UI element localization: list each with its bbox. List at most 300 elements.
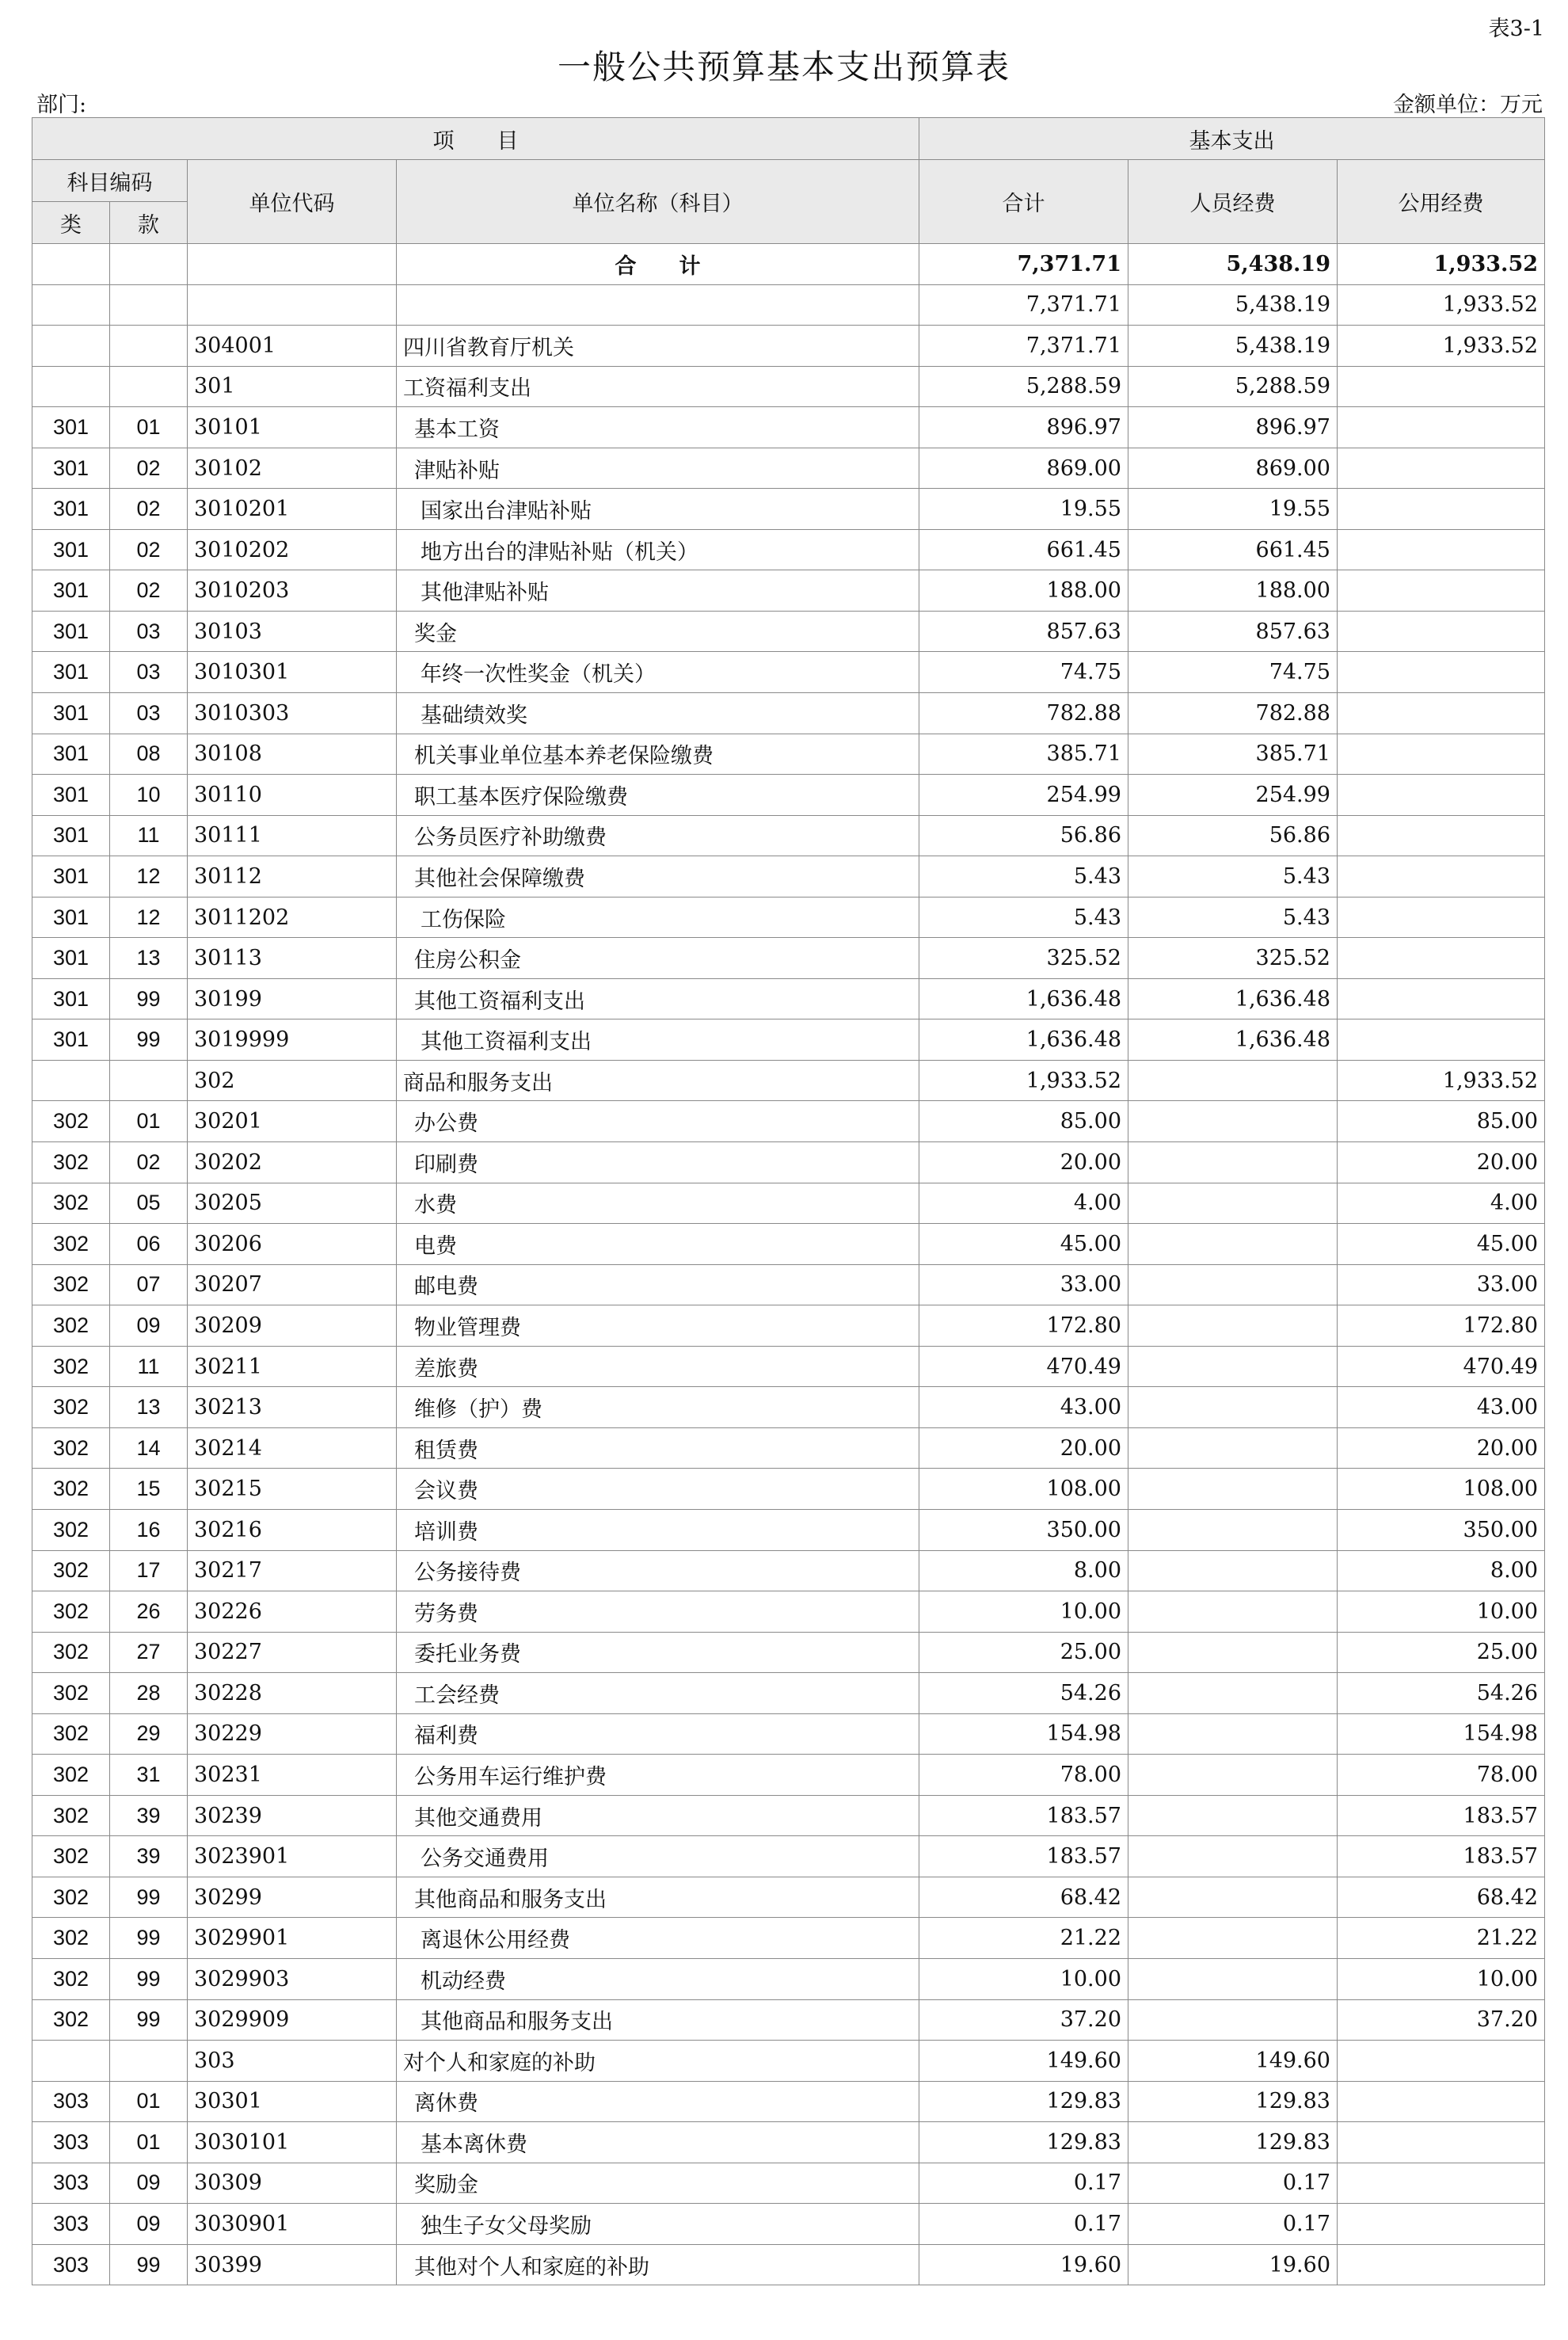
header-row-top <box>32 118 1545 160</box>
cell-lei: 302 <box>32 1224 110 1265</box>
cell-lei: 301 <box>32 570 110 612</box>
cell-personnel: 325.52 <box>1128 938 1338 979</box>
cell-public <box>1338 570 1545 612</box>
cell-kuan <box>110 284 188 326</box>
cell-unit-code: 3029903 <box>188 1958 397 1999</box>
cell-total: 0.17 <box>919 2204 1128 2245</box>
cell-unit-code: 30229 <box>188 1713 397 1755</box>
cell-personnel: 661.45 <box>1128 529 1338 570</box>
cell-unit-code: 3029909 <box>188 1999 397 2041</box>
cell-unit-code: 30111 <box>188 815 397 856</box>
cell-unit-code: 30227 <box>188 1632 397 1673</box>
cell-kuan: 02 <box>110 1142 188 1183</box>
cell-total: 21.22 <box>919 1918 1128 1959</box>
cell-unit-name: 其他津贴补贴 <box>397 570 919 612</box>
cell-personnel: 5,438.19 <box>1128 326 1338 367</box>
table-row <box>32 1224 1545 1265</box>
cell-lei: 303 <box>32 2204 110 2245</box>
cell-total: 154.98 <box>919 1713 1128 1755</box>
cell-unit-code: 30215 <box>188 1469 397 1510</box>
cell-public <box>1338 815 1545 856</box>
cell-lei: 303 <box>32 2163 110 2204</box>
cell-unit-name: 工会经费 <box>397 1673 919 1714</box>
cell-unit-name: 年终一次性奖金（机关） <box>397 652 919 693</box>
cell-public: 172.80 <box>1338 1305 1545 1347</box>
table-row <box>32 2204 1545 2245</box>
cell-unit-name: 地方出台的津贴补贴（机关） <box>397 529 919 570</box>
cell-total: 8.00 <box>919 1550 1128 1591</box>
cell-lei: 302 <box>32 1469 110 1510</box>
cell-personnel: 19.60 <box>1128 2244 1338 2285</box>
cell-total: 0.17 <box>919 2163 1128 2204</box>
cell-unit-name: 其他工资福利支出 <box>397 978 919 1019</box>
cell-total: 254.99 <box>919 775 1128 816</box>
table-row <box>32 1101 1545 1142</box>
table-row <box>32 448 1545 489</box>
header-project: 项 目 <box>32 118 919 160</box>
table-row <box>32 326 1545 367</box>
cell-total: 661.45 <box>919 529 1128 570</box>
cell-lei: 301 <box>32 734 110 775</box>
cell-kuan: 99 <box>110 1019 188 1061</box>
cell-total: 129.83 <box>919 2081 1128 2122</box>
cell-lei: 302 <box>32 1183 110 1224</box>
cell-unit-code: 30108 <box>188 734 397 775</box>
cell-unit-code: 30112 <box>188 856 397 898</box>
header-unit-name: 单位名称（科目） <box>397 160 919 244</box>
cell-kuan: 39 <box>110 1836 188 1877</box>
cell-kuan <box>110 326 188 367</box>
table-row <box>32 489 1545 530</box>
cell-unit-name: 公务接待费 <box>397 1550 919 1591</box>
table-row <box>32 1755 1545 1796</box>
cell-personnel: 5,438.19 <box>1128 244 1338 285</box>
cell-public: 10.00 <box>1338 1958 1545 1999</box>
cell-kuan: 99 <box>110 1877 188 1918</box>
table-body <box>32 244 1545 2285</box>
cell-unit-code: 30209 <box>188 1305 397 1347</box>
table-row <box>32 1795 1545 1836</box>
cell-public: 350.00 <box>1338 1509 1545 1550</box>
cell-public: 183.57 <box>1338 1836 1545 1877</box>
header-lei: 类 <box>32 202 110 244</box>
cell-unit-code: 3030101 <box>188 2122 397 2163</box>
cell-kuan: 12 <box>110 856 188 898</box>
table-row <box>32 1509 1545 1550</box>
cell-lei: 302 <box>32 1755 110 1796</box>
cell-lei: 302 <box>32 1632 110 1673</box>
cell-public <box>1338 611 1545 652</box>
table-row <box>32 2244 1545 2285</box>
cell-unit-name: 国家出台津贴补贴 <box>397 489 919 530</box>
cell-unit-code: 3010301 <box>188 652 397 693</box>
cell-lei <box>32 366 110 407</box>
cell-unit-name: 奖励金 <box>397 2163 919 2204</box>
cell-total: 78.00 <box>919 1755 1128 1796</box>
cell-lei: 302 <box>32 1591 110 1633</box>
page-title: 一般公共预算基本支出预算表 <box>557 48 1010 86</box>
cell-lei: 301 <box>32 938 110 979</box>
table-row <box>32 1346 1545 1387</box>
cell-unit-name: 会议费 <box>397 1469 919 1510</box>
cell-unit-code: 30299 <box>188 1877 397 1918</box>
cell-kuan: 29 <box>110 1713 188 1755</box>
table-row <box>32 1918 1545 1959</box>
cell-personnel <box>1128 1632 1338 1673</box>
cell-unit-name: 差旅费 <box>397 1346 919 1387</box>
cell-unit-code: 30102 <box>188 448 397 489</box>
cell-personnel <box>1128 1673 1338 1714</box>
cell-lei: 302 <box>32 1264 110 1305</box>
cell-unit-code: 303 <box>188 2041 397 2082</box>
cell-personnel <box>1128 1958 1338 1999</box>
cell-lei: 301 <box>32 448 110 489</box>
cell-unit-code: 3023901 <box>188 1836 397 1877</box>
cell-public <box>1338 978 1545 1019</box>
cell-lei: 302 <box>32 1999 110 2041</box>
cell-unit-name: 机动经费 <box>397 1958 919 1999</box>
cell-unit-name: 商品和服务支出 <box>397 1060 919 1101</box>
cell-public <box>1338 2122 1545 2163</box>
cell-personnel <box>1128 1305 1338 1347</box>
header-kuan: 款 <box>110 202 188 244</box>
cell-total: 7,371.71 <box>919 326 1128 367</box>
cell-personnel <box>1128 1060 1338 1101</box>
cell-public: 45.00 <box>1338 1224 1545 1265</box>
cell-total: 20.00 <box>919 1142 1128 1183</box>
cell-lei: 302 <box>32 1958 110 1999</box>
cell-unit-code <box>188 244 397 285</box>
cell-unit-name: 工伤保险 <box>397 897 919 938</box>
cell-public <box>1338 2041 1545 2082</box>
cell-lei: 302 <box>32 1918 110 1959</box>
cell-unit-name: 公务交通费用 <box>397 1836 919 1877</box>
cell-unit-name: 四川省教育厅机关 <box>397 326 919 367</box>
cell-personnel: 129.83 <box>1128 2122 1338 2163</box>
cell-total: 4.00 <box>919 1183 1128 1224</box>
header-row-middle <box>32 160 1545 202</box>
cell-personnel <box>1128 1427 1338 1469</box>
cell-total: 74.75 <box>919 652 1128 693</box>
table-row <box>32 366 1545 407</box>
cell-total: 5,288.59 <box>919 366 1128 407</box>
cell-kuan: 31 <box>110 1755 188 1796</box>
cell-kuan: 13 <box>110 938 188 979</box>
cell-unit-code: 30211 <box>188 1346 397 1387</box>
cell-unit-code: 3010202 <box>188 529 397 570</box>
cell-public: 21.22 <box>1338 1918 1545 1959</box>
table-row <box>32 611 1545 652</box>
cell-kuan: 26 <box>110 1591 188 1633</box>
cell-unit-name: 合 计 <box>397 244 919 285</box>
header-basic-expense: 基本支出 <box>919 118 1545 160</box>
cell-lei: 301 <box>32 652 110 693</box>
cell-personnel <box>1128 1346 1338 1387</box>
cell-kuan: 02 <box>110 489 188 530</box>
cell-unit-name: 水费 <box>397 1183 919 1224</box>
cell-public <box>1338 775 1545 816</box>
cell-kuan: 10 <box>110 775 188 816</box>
cell-lei: 303 <box>32 2244 110 2285</box>
amount-unit-label: 金额单位：万元 <box>1393 93 1543 117</box>
cell-lei <box>32 244 110 285</box>
cell-unit-name: 印刷费 <box>397 1142 919 1183</box>
cell-personnel: 149.60 <box>1128 2041 1338 2082</box>
cell-kuan: 09 <box>110 2204 188 2245</box>
cell-personnel <box>1128 1836 1338 1877</box>
cell-kuan: 99 <box>110 1918 188 1959</box>
cell-unit-code: 30216 <box>188 1509 397 1550</box>
table-row <box>32 1999 1545 2041</box>
cell-public <box>1338 938 1545 979</box>
table-row <box>32 2041 1545 2082</box>
cell-public: 154.98 <box>1338 1713 1545 1755</box>
cell-kuan: 39 <box>110 1795 188 1836</box>
cell-personnel <box>1128 1918 1338 1959</box>
cell-unit-name: 维修（护）费 <box>397 1387 919 1428</box>
table-row <box>32 897 1545 938</box>
cell-public: 4.00 <box>1338 1183 1545 1224</box>
cell-personnel <box>1128 1591 1338 1633</box>
cell-unit-code: 3010201 <box>188 489 397 530</box>
cell-public: 1,933.52 <box>1338 326 1545 367</box>
cell-lei: 302 <box>32 1550 110 1591</box>
cell-total: 1,636.48 <box>919 1019 1128 1061</box>
cell-total: 183.57 <box>919 1795 1128 1836</box>
cell-kuan: 99 <box>110 1999 188 2041</box>
cell-unit-name: 独生子女父母奖励 <box>397 2204 919 2245</box>
cell-total: 56.86 <box>919 815 1128 856</box>
table-row <box>32 734 1545 775</box>
cell-lei: 302 <box>32 1673 110 1714</box>
table-row <box>32 1632 1545 1673</box>
cell-unit-code: 30206 <box>188 1224 397 1265</box>
cell-total: 896.97 <box>919 407 1128 448</box>
cell-kuan: 02 <box>110 448 188 489</box>
cell-kuan: 99 <box>110 978 188 1019</box>
cell-public: 1,933.52 <box>1338 244 1545 285</box>
table-row <box>32 2122 1545 2163</box>
table-row <box>32 815 1545 856</box>
cell-kuan: 09 <box>110 1305 188 1347</box>
table-row <box>32 244 1545 285</box>
cell-unit-code: 30110 <box>188 775 397 816</box>
cell-lei: 301 <box>32 407 110 448</box>
cell-unit-name: 其他对个人和家庭的补助 <box>397 2244 919 2285</box>
cell-personnel <box>1128 1387 1338 1428</box>
cell-personnel <box>1128 1795 1338 1836</box>
header-subject-code: 科目编码 <box>32 160 188 202</box>
cell-lei: 302 <box>32 1713 110 1755</box>
cell-total: 1,636.48 <box>919 978 1128 1019</box>
cell-personnel: 56.86 <box>1128 815 1338 856</box>
cell-unit-code: 3010303 <box>188 693 397 734</box>
cell-lei <box>32 1060 110 1101</box>
header-unit-code: 单位代码 <box>188 160 397 244</box>
cell-public <box>1338 529 1545 570</box>
cell-personnel <box>1128 1713 1338 1755</box>
table-row <box>32 775 1545 816</box>
cell-unit-code: 30239 <box>188 1795 397 1836</box>
cell-lei: 302 <box>32 1387 110 1428</box>
cell-unit-code: 30399 <box>188 2244 397 2285</box>
cell-total: 5.43 <box>919 897 1128 938</box>
cell-public: 10.00 <box>1338 1591 1545 1633</box>
cell-unit-code: 30103 <box>188 611 397 652</box>
cell-unit-code: 30113 <box>188 938 397 979</box>
table-row <box>32 1305 1545 1347</box>
cell-lei: 301 <box>32 815 110 856</box>
table-row <box>32 1673 1545 1714</box>
cell-lei: 302 <box>32 1509 110 1550</box>
cell-public: 1,933.52 <box>1338 1060 1545 1101</box>
cell-kuan: 08 <box>110 734 188 775</box>
cell-personnel: 857.63 <box>1128 611 1338 652</box>
cell-lei <box>32 326 110 367</box>
table-row <box>32 1142 1545 1183</box>
cell-personnel <box>1128 1877 1338 1918</box>
cell-kuan: 14 <box>110 1427 188 1469</box>
cell-lei: 302 <box>32 1795 110 1836</box>
cell-unit-name: 基本工资 <box>397 407 919 448</box>
cell-unit-name: 工资福利支出 <box>397 366 919 407</box>
cell-unit-code: 30214 <box>188 1427 397 1469</box>
cell-lei <box>32 2041 110 2082</box>
cell-unit-code: 3011202 <box>188 897 397 938</box>
table-row <box>32 1183 1545 1224</box>
cell-personnel: 254.99 <box>1128 775 1338 816</box>
cell-unit-name: 邮电费 <box>397 1264 919 1305</box>
cell-unit-code: 30301 <box>188 2081 397 2122</box>
cell-lei: 302 <box>32 1877 110 1918</box>
cell-public: 183.57 <box>1338 1795 1545 1836</box>
cell-lei: 301 <box>32 611 110 652</box>
cell-personnel <box>1128 1142 1338 1183</box>
cell-public: 37.20 <box>1338 1999 1545 2041</box>
cell-total: 54.26 <box>919 1673 1128 1714</box>
cell-total: 10.00 <box>919 1591 1128 1633</box>
cell-total: 183.57 <box>919 1836 1128 1877</box>
cell-personnel <box>1128 1550 1338 1591</box>
cell-kuan: 03 <box>110 652 188 693</box>
cell-total: 172.80 <box>919 1305 1128 1347</box>
cell-total: 350.00 <box>919 1509 1128 1550</box>
cell-lei: 301 <box>32 978 110 1019</box>
cell-personnel: 0.17 <box>1128 2204 1338 2245</box>
cell-unit-name: 电费 <box>397 1224 919 1265</box>
cell-personnel: 782.88 <box>1128 693 1338 734</box>
cell-kuan: 02 <box>110 570 188 612</box>
table-row <box>32 1264 1545 1305</box>
cell-unit-code: 30199 <box>188 978 397 1019</box>
cell-personnel: 74.75 <box>1128 652 1338 693</box>
cell-total: 45.00 <box>919 1224 1128 1265</box>
table-row <box>32 652 1545 693</box>
cell-personnel <box>1128 1755 1338 1796</box>
cell-personnel <box>1128 1224 1338 1265</box>
cell-lei: 301 <box>32 856 110 898</box>
cell-unit-name: 劳务费 <box>397 1591 919 1633</box>
cell-unit-code: 30228 <box>188 1673 397 1714</box>
cell-kuan: 99 <box>110 1958 188 1999</box>
cell-unit-code: 30226 <box>188 1591 397 1633</box>
cell-unit-code: 30101 <box>188 407 397 448</box>
table-row <box>32 1427 1545 1469</box>
table-row <box>32 1060 1545 1101</box>
cell-public <box>1338 448 1545 489</box>
cell-public: 1,933.52 <box>1338 284 1545 326</box>
cell-total: 25.00 <box>919 1632 1128 1673</box>
cell-public <box>1338 856 1545 898</box>
cell-public: 68.42 <box>1338 1877 1545 1918</box>
table-row <box>32 284 1545 326</box>
cell-kuan: 12 <box>110 897 188 938</box>
cell-lei: 303 <box>32 2122 110 2163</box>
table-row <box>32 1877 1545 1918</box>
cell-kuan: 17 <box>110 1550 188 1591</box>
table-number: 表3-1 <box>1488 17 1544 41</box>
cell-public <box>1338 1019 1545 1061</box>
cell-unit-name <box>397 284 919 326</box>
cell-personnel: 5,288.59 <box>1128 366 1338 407</box>
cell-personnel <box>1128 1469 1338 1510</box>
cell-unit-name: 公务员医疗补助缴费 <box>397 815 919 856</box>
cell-kuan: 02 <box>110 529 188 570</box>
cell-total: 7,371.71 <box>919 284 1128 326</box>
cell-total: 19.55 <box>919 489 1128 530</box>
cell-unit-name: 租赁费 <box>397 1427 919 1469</box>
cell-kuan: 07 <box>110 1264 188 1305</box>
cell-unit-code: 3010203 <box>188 570 397 612</box>
cell-unit-code: 30202 <box>188 1142 397 1183</box>
cell-lei: 301 <box>32 1019 110 1061</box>
table-row <box>32 1958 1545 1999</box>
cell-unit-code: 30213 <box>188 1387 397 1428</box>
cell-unit-code: 304001 <box>188 326 397 367</box>
cell-unit-name: 其他交通费用 <box>397 1795 919 1836</box>
cell-public <box>1338 2204 1545 2245</box>
cell-unit-name: 其他工资福利支出 <box>397 1019 919 1061</box>
cell-lei <box>32 284 110 326</box>
cell-unit-name: 基础绩效奖 <box>397 693 919 734</box>
cell-unit-name: 离退休公用经费 <box>397 1918 919 1959</box>
cell-personnel <box>1128 1183 1338 1224</box>
cell-personnel: 188.00 <box>1128 570 1338 612</box>
cell-unit-name: 物业管理费 <box>397 1305 919 1347</box>
cell-unit-code: 301 <box>188 366 397 407</box>
cell-personnel: 869.00 <box>1128 448 1338 489</box>
cell-kuan <box>110 2041 188 2082</box>
cell-unit-name: 培训费 <box>397 1509 919 1550</box>
cell-personnel: 5,438.19 <box>1128 284 1338 326</box>
table-row <box>32 978 1545 1019</box>
cell-personnel: 0.17 <box>1128 2163 1338 2204</box>
cell-kuan: 06 <box>110 1224 188 1265</box>
cell-personnel <box>1128 1999 1338 2041</box>
cell-unit-name: 机关事业单位基本养老保险缴费 <box>397 734 919 775</box>
cell-personnel: 896.97 <box>1128 407 1338 448</box>
cell-kuan: 01 <box>110 407 188 448</box>
cell-public <box>1338 693 1545 734</box>
table-row <box>32 1469 1545 1510</box>
cell-personnel: 19.55 <box>1128 489 1338 530</box>
cell-public: 8.00 <box>1338 1550 1545 1591</box>
cell-total: 149.60 <box>919 2041 1128 2082</box>
cell-kuan: 16 <box>110 1509 188 1550</box>
cell-public <box>1338 734 1545 775</box>
cell-lei: 302 <box>32 1836 110 1877</box>
cell-personnel: 129.83 <box>1128 2081 1338 2122</box>
